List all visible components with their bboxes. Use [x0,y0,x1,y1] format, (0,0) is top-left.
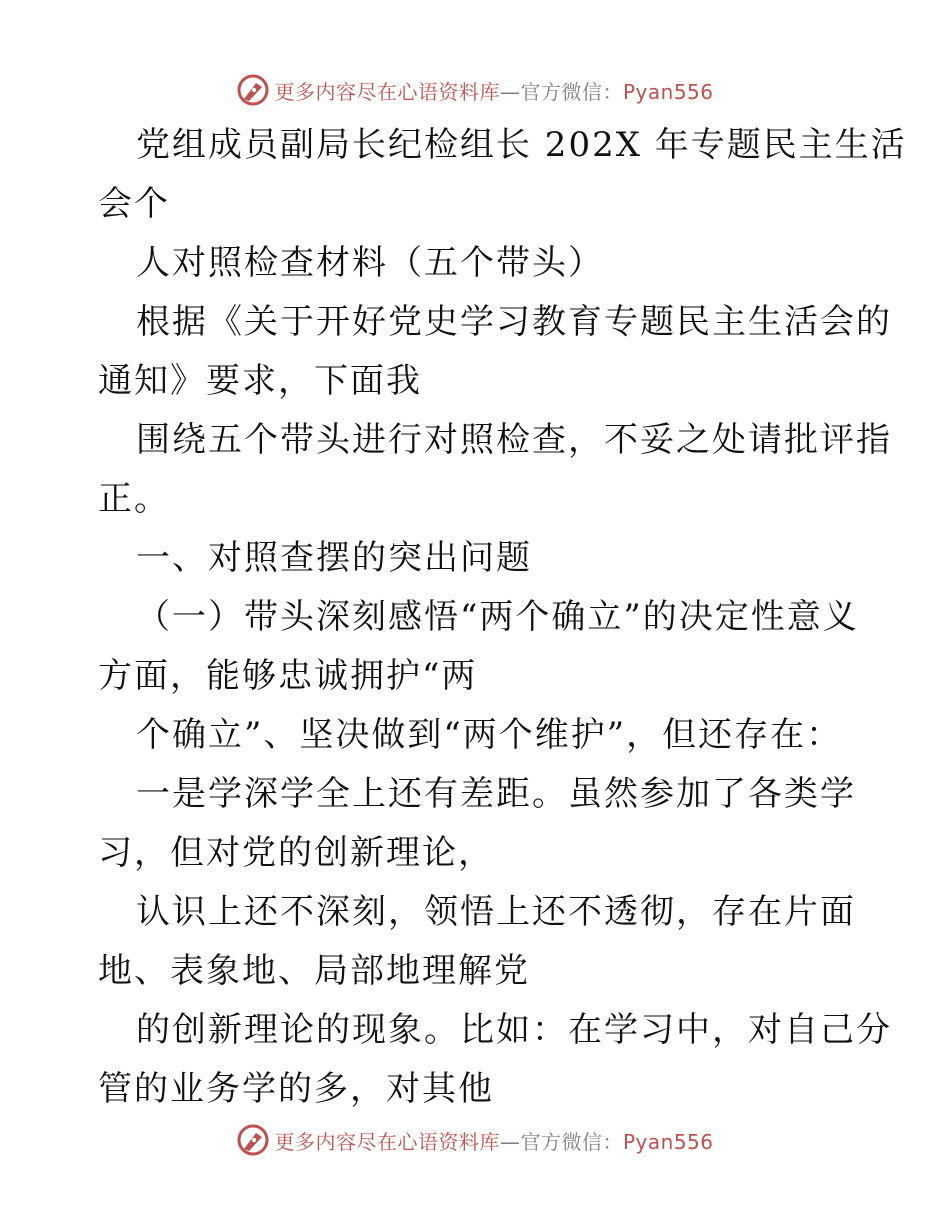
watermark-wechat-label: 官方微信： [520,1129,623,1154]
doc-paragraph-line: 方面，能够忠诚拥护“两 [98,656,478,696]
doc-paragraph-line: 一是学深学全上还有差距。虽然参加了各类学 [136,774,856,814]
watermark-text [274,76,713,105]
watermark-wechat-label: 官方微信： [520,79,623,104]
doc-paragraph-line: 认识上还不深刻，领悟上还不透彻，存在片面 [136,892,856,932]
doc-paragraph-line: 管的业务学的多，对其他 [98,1069,494,1109]
doc-paragraph-line: 习，但对党的创新理论， [98,833,494,873]
watermark-dash: — [499,79,521,104]
doc-paragraph-line: 围绕五个带头进行对照检查，不妥之处请批评指 [136,420,892,460]
doc-section-heading: 一、对照查摆的突出问题 [136,538,532,578]
doc-paragraph-line: 通知》要求，下面我 [98,361,422,401]
watermark-text [274,1126,713,1155]
watermark-banner-bottom [0,1120,950,1160]
watermark-banner-top [0,70,950,110]
doc-paragraph-line: 根据《关于开好党史学习教育专题民主生活会的 [136,302,892,342]
doc-title-line-1: 党组成员副局长纪检组长 202X 年专题民主生活 [136,125,907,165]
doc-paragraph-line: 个确立”、坚决做到“两个维护”，但还存在： [136,715,843,755]
watermark-dash: — [499,1129,521,1154]
doc-paragraph-line: 正。 [98,479,170,519]
watermark-site-text: 更多内容尽在心语资料库 [274,79,500,104]
doc-paragraph-line: 的创新理论的现象。比如：在学习中，对自己分 [136,1010,892,1050]
watermark-wechat-id: Pyan556 [622,1129,714,1154]
watermark-site-text: 更多内容尽在心语资料库 [274,1129,500,1154]
doc-paragraph-line: （一）带头深刻感悟“两个确立”的决定性意义 [136,597,859,637]
doc-title-line-2: 会个 [98,184,170,224]
pen-nib-circle-icon [236,73,270,107]
doc-title-line-3: 人对照检查材料（五个带头） [136,243,604,283]
doc-paragraph-line: 地、表象地、局部地理解党 [98,951,530,991]
pen-nib-circle-icon [236,1123,270,1157]
watermark-wechat-id: Pyan556 [622,79,714,104]
